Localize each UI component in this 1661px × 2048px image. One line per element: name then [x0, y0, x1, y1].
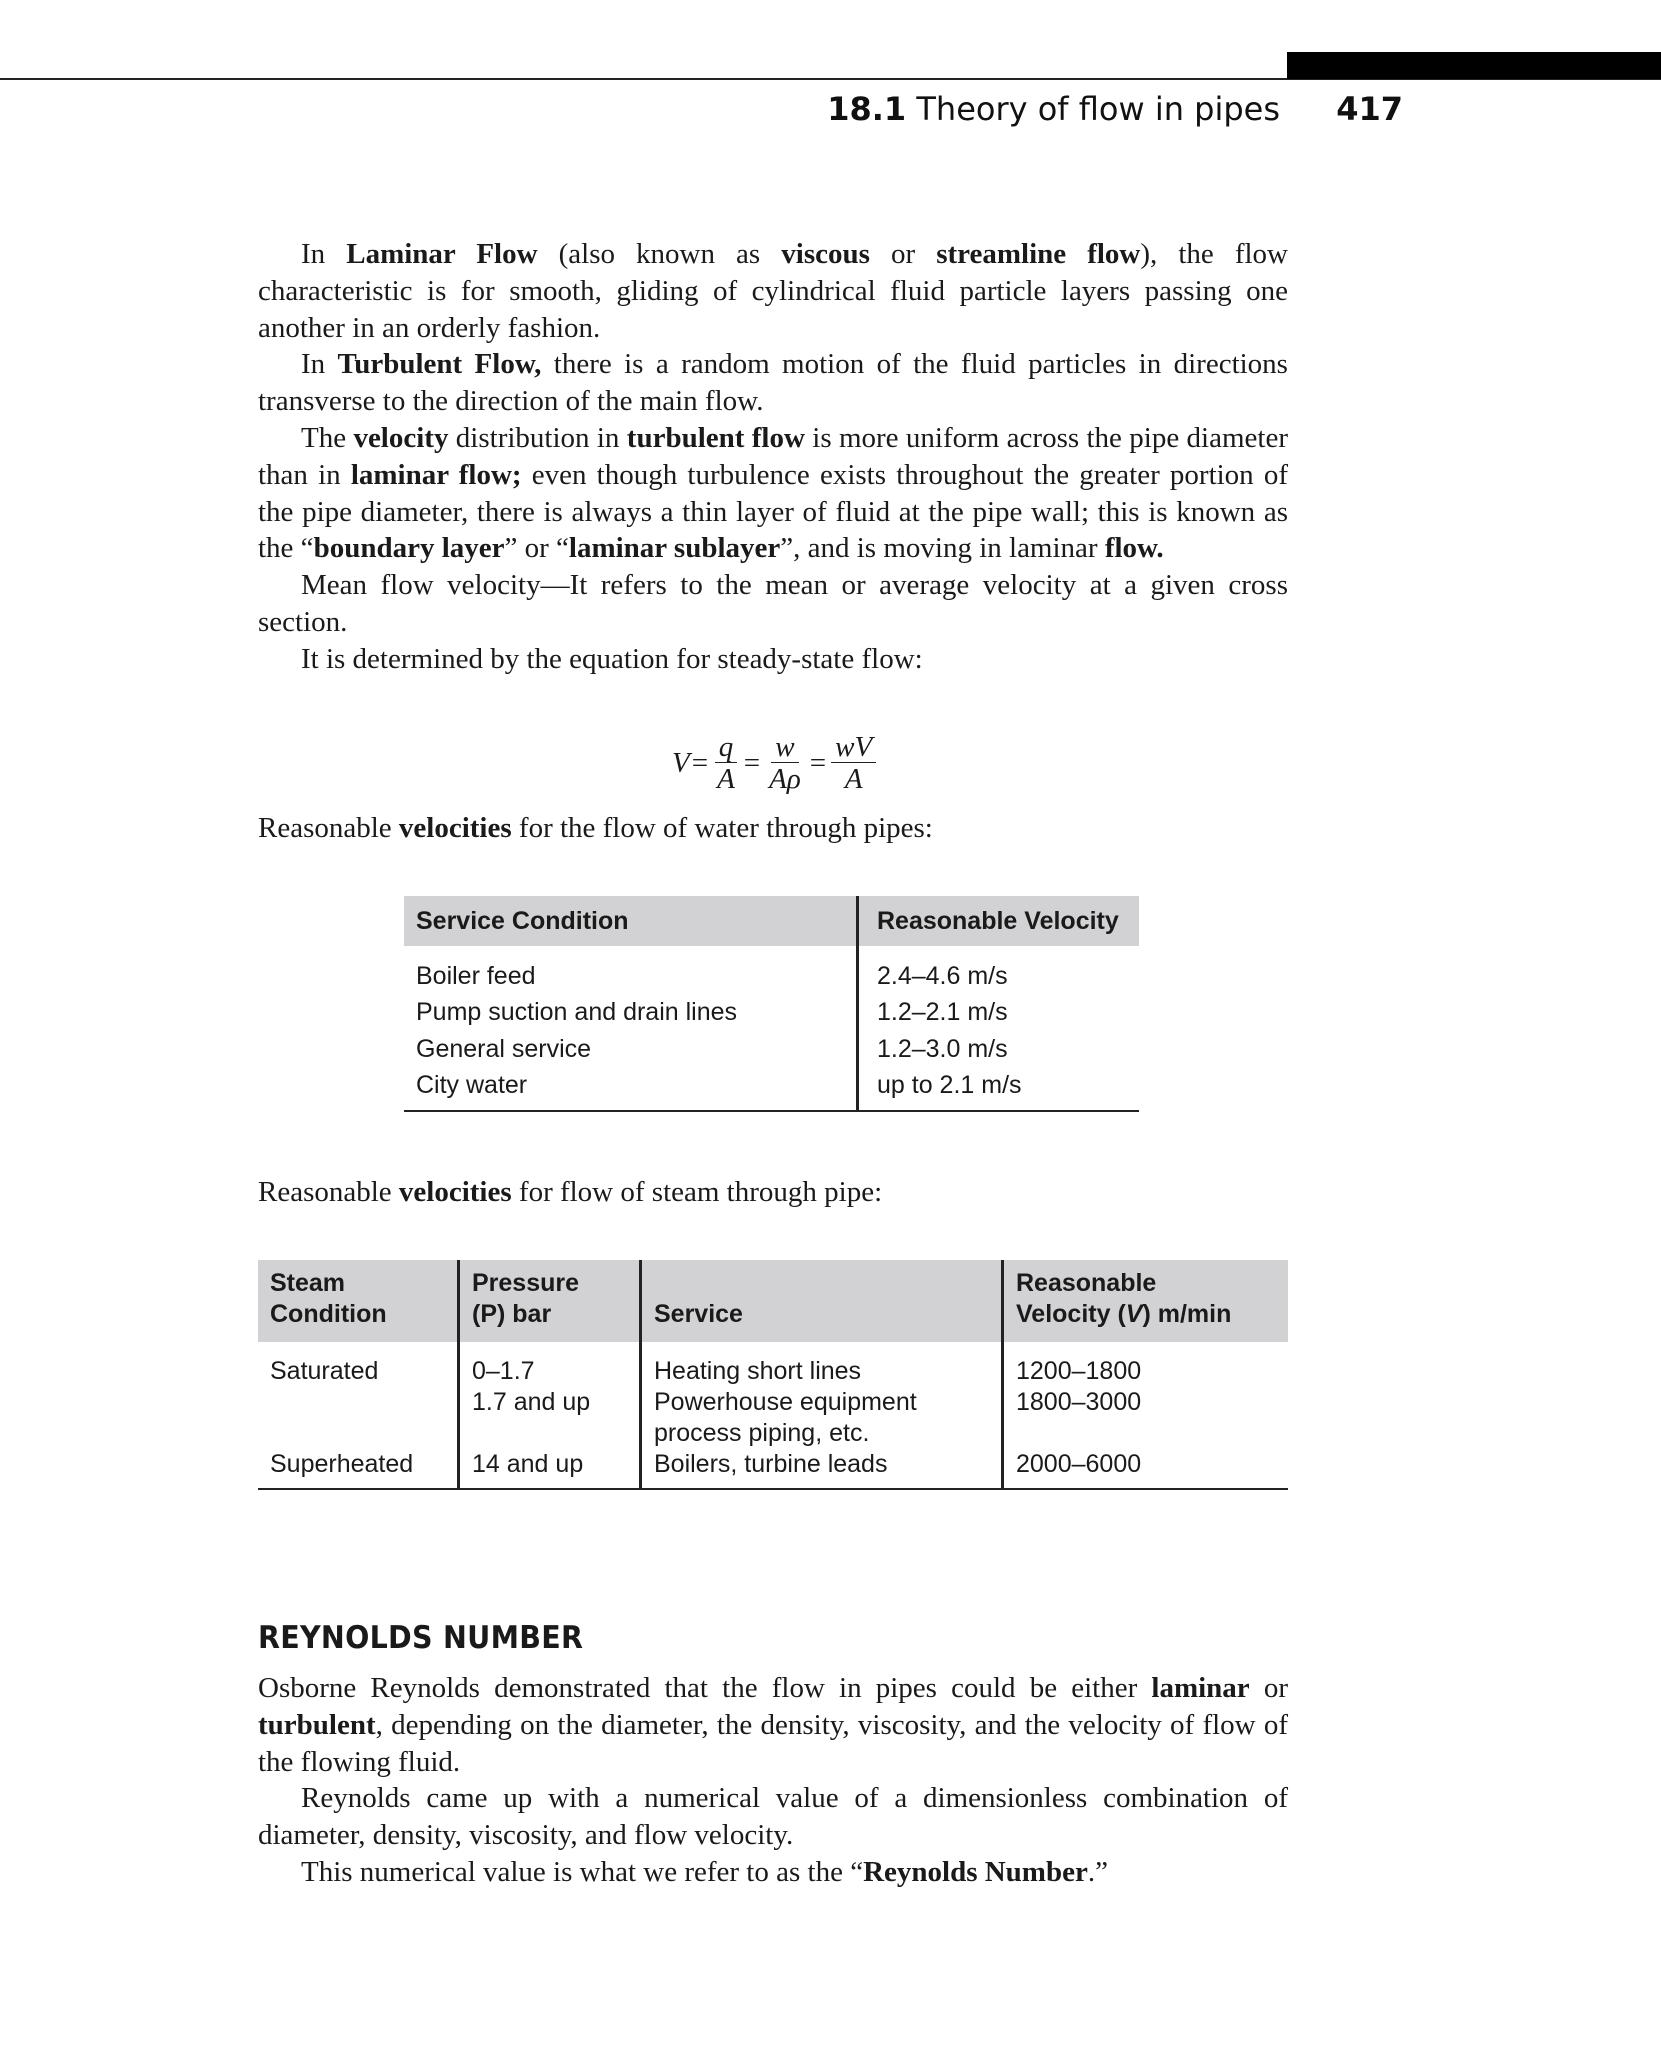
running-head: [827, 90, 1403, 128]
page-number: 417: [1336, 90, 1403, 128]
section-number: 18.1: [827, 90, 907, 128]
paragraph-reynolds-number: This numerical value is what we refer to as the “Reynolds Number.”: [301, 1855, 1108, 1888]
fraction-q-over-a: $\frac{q}{A}$: [713, 732, 739, 795]
paragraph-mean-velocity: Mean flow velocity—It refers to the mean or average velocity at a given cross section.: [258, 569, 1288, 638]
header-service: Service: [641, 1260, 1003, 1342]
paragraph-reynolds-demonstration: Osborne Reynolds demonstrated that the flow in pipes could be either laminar or turbulent, depending on the diameter, the density, viscosity, and the velocity of flow of the flowing fluid.: [258, 1672, 1288, 1778]
table-row: Pump suction and drain lines 1.2–2.1 m/s: [404, 995, 1139, 1032]
section-heading-reynolds: REYNOLDS NUMBER: [258, 1620, 584, 1656]
steam-velocity-table: [258, 1260, 1288, 1490]
header-pressure: Pressure (P) bar: [459, 1260, 641, 1342]
section-title: Theory of flow in pipes: [916, 90, 1281, 128]
steam-table-lead: Reasonable velocities for flow of steam through pipe:: [258, 1176, 883, 1208]
fraction-w-over-arho: $\frac{w}{A\rho}$: [769, 730, 801, 795]
table-header-row: [404, 896, 1139, 946]
table-row: Boiler feed 2.4–4.6 m/s: [404, 946, 1139, 995]
paragraph-turbulent: In Turbulent Flow, there is a random motion of the fluid particles in directions transverse to the direction of the main flow.: [258, 348, 1288, 418]
paragraph-reynolds-combination: Reynolds came up with a numerical value of a dimensionless combination of diameter, density, viscosity, and flow velocity.: [258, 1782, 1288, 1852]
table-row: 1.7 and up Powerhouse equipment process piping, etc. 1800–3000: [258, 1387, 1288, 1449]
header-steam-condition: Steam Condition: [258, 1260, 459, 1342]
table-row: General service 1.2–3.0 m/s: [404, 1031, 1139, 1068]
header-reasonable-velocity: Reasonable Velocity: [858, 896, 1140, 946]
water-velocity-table: [404, 896, 1139, 1112]
header-reasonable-velocity: Reasonable Velocity (V) m/min: [1003, 1260, 1289, 1342]
paragraph-equation-intro: It is determined by the equation for steady-state flow:: [301, 642, 923, 675]
water-table-lead: Reasonable velocities for the flow of water through pipes:: [258, 812, 933, 844]
paragraph-laminar: In Laminar Flow (also known as viscous or streamline flow), the flow characteristic is for smooth, gliding of cylindrical fluid particle layers passing one another in an orderly fashion.: [258, 238, 1288, 344]
fraction-wv-over-a: $\frac{wV}{A}$: [831, 732, 876, 795]
reynolds-text: [258, 1670, 1288, 1891]
header-service-condition: Service Condition: [404, 896, 858, 946]
paragraph-velocity-distribution: The velocity distribution in turbulent flow is more uniform across the pipe diameter than in laminar flow; even though turbulence exists throughout the greater portion of the pipe diameter, there is always a thin layer of fluid at the pipe wall; this is known as the “boundary layer” or “laminar sublayer”, and is moving in laminar flow.: [258, 421, 1289, 565]
table-row: Superheated 14 and up Boilers, turbine leads 2000–6000: [258, 1449, 1288, 1489]
table-row: City water up to 2.1 m/s: [404, 1068, 1139, 1112]
velocity-equation: V = $\frac{q}{A}$ = $\frac{w}{A\rho}$ = $\frac{wV}{A}$: [672, 728, 879, 798]
table-row: Saturated 0–1.7 Heating short lines 1200–1800: [258, 1342, 1288, 1387]
header-black-bar: [1287, 52, 1661, 79]
intro-text: [258, 236, 1288, 678]
table-header-row: [258, 1260, 1288, 1342]
